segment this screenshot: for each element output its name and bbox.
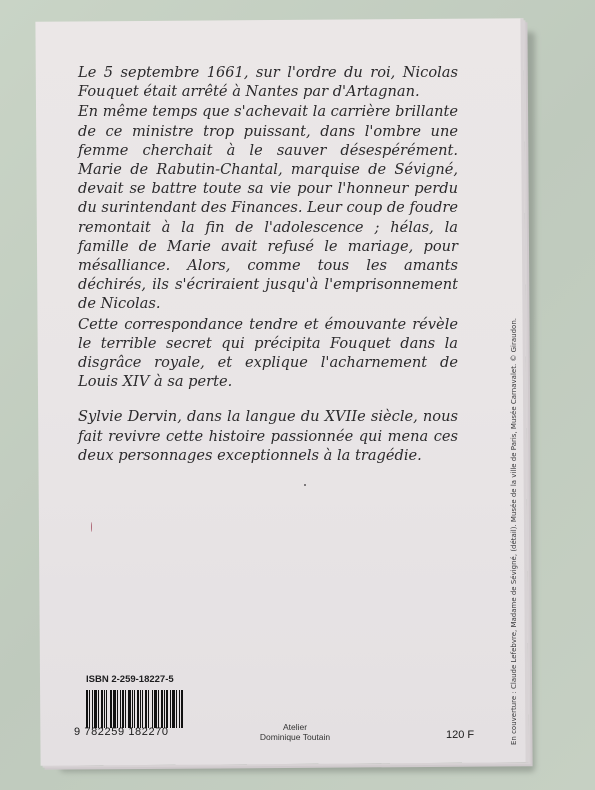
blurb-paragraph-2: En même temps que s'achevait la carrière brillante de ce ministre trop puissant, dans l'ombre une femme cherchait à le sauver désespérément. Marie de Rabutin-Chantal, marquise de Sévigné, devait se battre toute sa vie pour l'honneur perdu du surintendant des Finances. Leur coup de foudre remontait à la fin de l'adolescence ; hélas, la famille de Marie avait refusé le mariage, pour mésalliance. Alors, comme tous les amants déchirés, ils s'écriraient jusqu'à l'emprisonnement de Nicolas. — [78, 103, 458, 313]
price-label: 120 F — [446, 729, 475, 741]
blurb-paragraph-3: Cette correspondance tendre et émouvante révèle le terrible secret qui précipita Fouquet dans la disgrâce royale, et explique l'acharnement de Louis XIV à sa perte. — [78, 315, 458, 391]
barcode-digits: 9 782259 182270 — [74, 726, 169, 738]
blurb-paragraph-4: Sylvie Dervin, dans la langue du XVIIe siècle, nous fait revivre cette histoire passionnée qui mena ces deux personnages exceptionnels à la tragédie. — [78, 408, 458, 464]
isbn-label: ISBN 2-259-18227-5 — [86, 674, 174, 685]
cover-credit: En couverture : Claude Lefebvre, Madame de Sévigné, (détail). Musée de la ville de Paris, Musée Carnavalet. © Giraudon. — [510, 318, 518, 745]
barcode — [86, 690, 196, 728]
paper-mark — [91, 522, 92, 532]
back-cover-blurb — [78, 63, 458, 466]
publisher-line-2: Dominique Toutain — [259, 732, 331, 742]
blurb-paragraph-1: Le 5 septembre 1661, sur l'ordre du roi, Nicolas Fouquet était arrêté à Nantes par d'Artagnan. — [78, 64, 458, 101]
publisher-line-1: Atelier — [282, 722, 308, 732]
paper-speck — [304, 484, 306, 486]
publisher-imprint — [240, 722, 350, 742]
